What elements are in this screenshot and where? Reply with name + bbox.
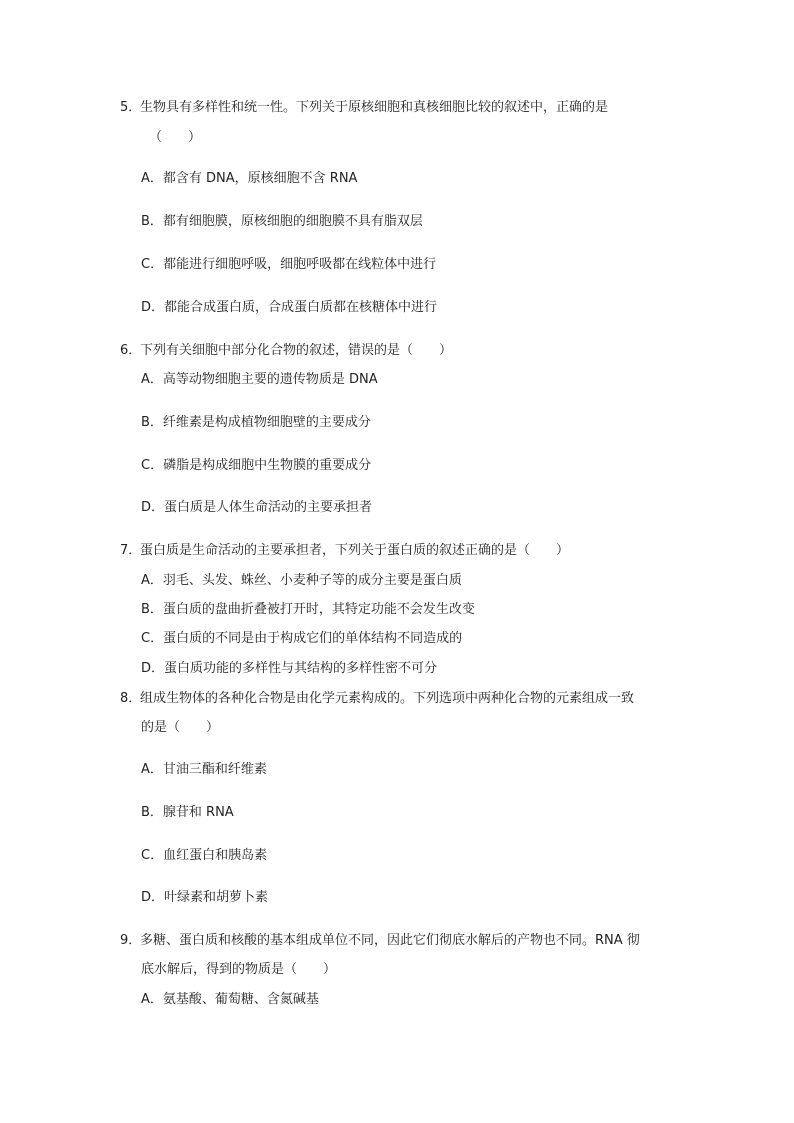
question-text: 组成生物体的各种化合物是由化学元素构成的。下列选项中两种化合物的元素组成一致 bbox=[140, 691, 635, 706]
question-8-stem-continued: 的是（ ） bbox=[141, 720, 220, 735]
question-8-stem bbox=[120, 690, 634, 708]
option-c: C．都能进行细胞呼吸，细胞呼吸都在线粒体中进行 bbox=[141, 257, 437, 272]
question-number: 9． bbox=[120, 933, 142, 948]
option-d: D．都能合成蛋白质，合成蛋白质都在核糖体中进行 bbox=[141, 300, 438, 315]
option-a: A．氨基酸、葡萄糖、含氮碱基 bbox=[141, 992, 319, 1007]
option-b: B．蛋白质的盘曲折叠被打开时，其特定功能不会发生改变 bbox=[141, 602, 475, 617]
question-text: 多糖、蛋白质和核酸的基本组成单位不同，因此它们彻底水解后的产物也不同。RNA 彻 bbox=[140, 933, 640, 948]
question-9-stem bbox=[120, 932, 640, 950]
question-text: 生物具有多样性和统一性。下列关于原核细胞和真核细胞比较的叙述中，正确的是 bbox=[140, 100, 609, 115]
option-b: B．纤维素是构成植物细胞壁的主要成分 bbox=[141, 415, 371, 430]
option-d: D．蛋白质是人体生命活动的主要承担者 bbox=[141, 500, 373, 515]
question-number: 6． bbox=[120, 343, 142, 358]
option-b: B．腺苷和 RNA bbox=[141, 805, 234, 820]
question-number: 5． bbox=[120, 100, 142, 115]
question-9-stem-continued: 底水解后，得到的物质是（ ） bbox=[141, 962, 337, 977]
option-a: A．高等动物细胞主要的遗传物质是 DNA bbox=[141, 372, 378, 387]
question-number: 8． bbox=[120, 691, 142, 706]
option-d: D．叶绿素和胡萝卜素 bbox=[141, 890, 269, 905]
option-d: D．蛋白质功能的多样性与其结构的多样性密不可分 bbox=[141, 661, 438, 676]
option-a: A．都含有 DNA，原核细胞不含 RNA bbox=[141, 171, 358, 186]
option-c: C．磷脂是构成细胞中生物膜的重要成分 bbox=[141, 458, 372, 473]
question-5-stem bbox=[120, 99, 608, 117]
question-6-stem bbox=[120, 342, 452, 360]
question-text: 蛋白质是生命活动的主要承担者，下列关于蛋白质的叙述正确的是（ ） bbox=[140, 543, 570, 558]
option-a: A．甘油三酯和纤维素 bbox=[141, 762, 267, 777]
option-c: C．血红蛋白和胰岛素 bbox=[141, 848, 268, 863]
answer-bracket: （ ） bbox=[149, 130, 202, 145]
option-b: B．都有细胞膜，原核细胞的细胞膜不具有脂双层 bbox=[141, 214, 423, 229]
option-a: A．羽毛、头发、蛛丝、小麦种子等的成分主要是蛋白质 bbox=[141, 573, 462, 588]
option-c: C．蛋白质的不同是由于构成它们的单体结构不同造成的 bbox=[141, 631, 463, 646]
question-number: 7． bbox=[120, 543, 142, 558]
question-text: 下列有关细胞中部分化合物的叙述，错误的是（ ） bbox=[140, 343, 453, 358]
question-7-stem bbox=[120, 542, 569, 560]
